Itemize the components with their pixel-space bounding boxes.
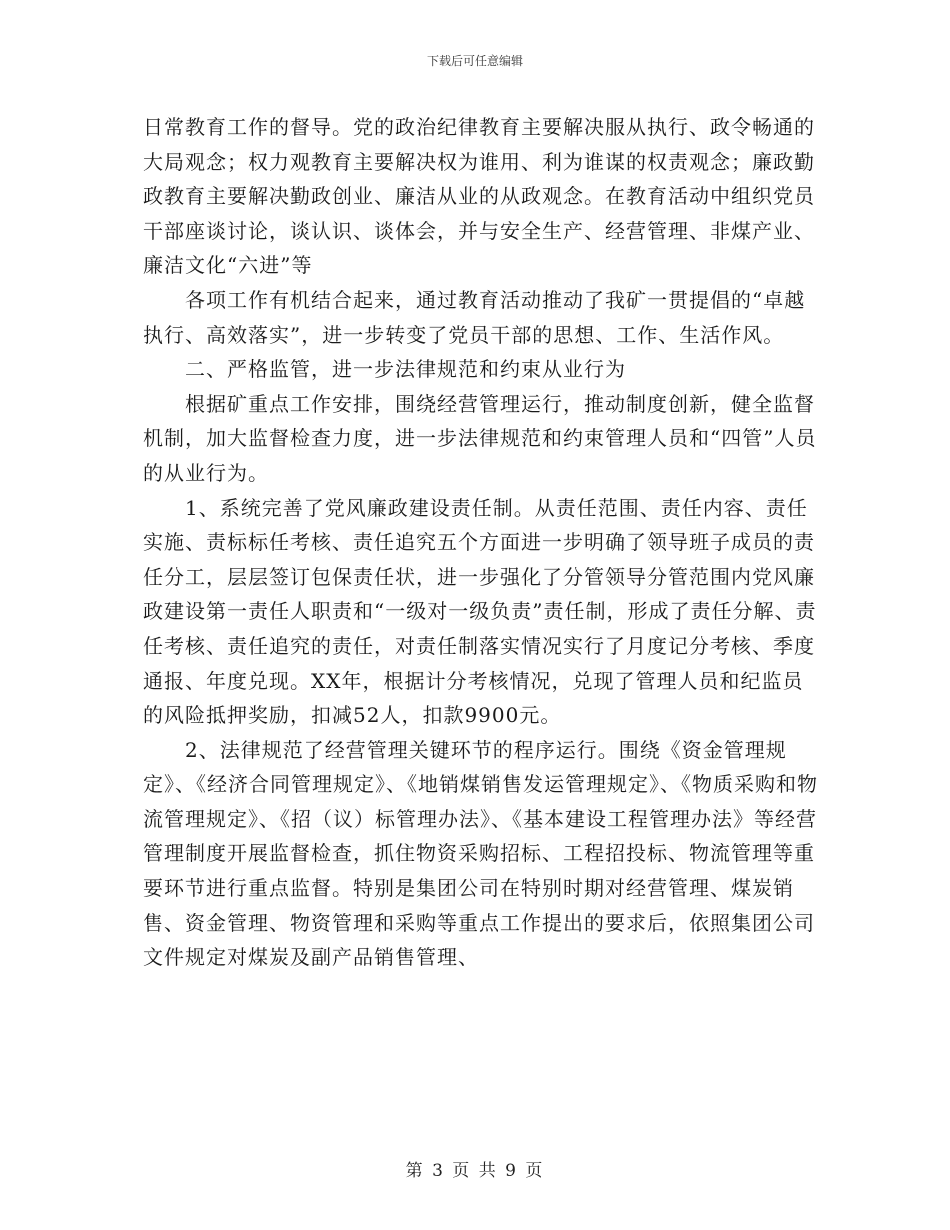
- paragraph: 各项工作有机结合起来，通过教育活动推动了我矿一贯提倡的“卓越执行、高效落实”，进一步转变了党员干部的思想、工作、生活作风。: [143, 287, 806, 347]
- paragraph: 根据矿重点工作安排，围绕经营管理运行，推动制度创新，健全监督机制，加大监督检查力度，进一步法律规范和约束管理人员和“四管”人员的从业行为。: [143, 391, 817, 485]
- section-heading: 二、严格监管，进一步法律规范和约束从业行为: [185, 357, 626, 382]
- page-footer: 第 3 页 共 9 页: [405, 1161, 545, 1181]
- document-body: [143, 110, 823, 975]
- paragraph: 1、系统完善了党风廉政建设责任制。从责任范围、责任内容、责任实施、责标标任考核、责任追究五个方面进一步明确了领导班子成员的责任分工，层层签订包保责任状，进一步强化了分管领导分管范围内党风廉政建设第一责任人职责和“一级对一级负责”责任制，形成了责任分解、责任考核、责任追究的责任，对责任制落实情况实行了月度记分考核、季度通报、年度兑现。XX年，根据计分考核情况，兑现了管理人员和纪监员的风险抵押奖励，扣减52人，扣款9900元。: [143, 495, 817, 728]
- page-header: 下载后可任意编辑: [426, 54, 523, 68]
- paragraph: 2、法律规范了经营管理关键环节的程序运行。围绕《资金管理规定》、《经济合同管理规定》、《地销煤销售发运管理规定》、《物质采购和物流管理规定》、《招（议）标管理办法》、《基本建设工程管理办法》等经营管理制度开展监督检查，抓住物资采购招标、工程招投标、物流管理等重要环节进行重点监督。特别是集团公司在特别时期对经营管理、煤炭销售、资金管理、物资管理和采购等重点工作提出的要求后，依照集团公司文件规定对煤炭及副产品销售管理、: [143, 737, 818, 970]
- paragraph: 日常教育工作的督导。党的政治纪律教育主要解决服从执行、政令畅通的大局观念；权力观教育主要解决权为谁用、利为谁谋的权责观念；廉政勤政教育主要解决勤政创业、廉洁从业的从政观念。在教育活动中组织党员干部座谈讨论，谈认识、谈体会，并与安全生产、经营管理、非煤产业、廉洁文化“六进”等: [143, 115, 815, 278]
